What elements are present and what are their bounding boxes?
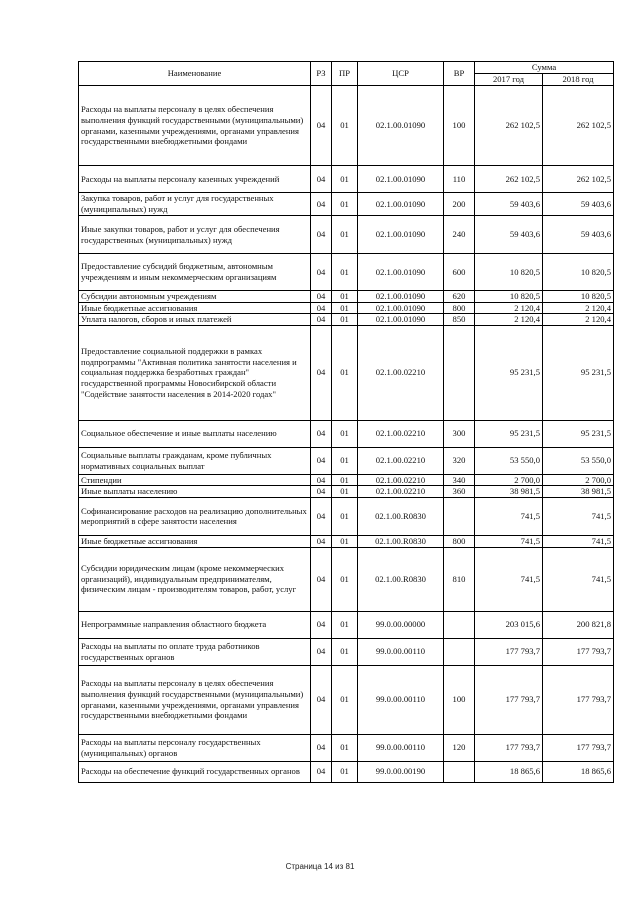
row-name: Стипендии	[79, 474, 311, 486]
row-pr: 01	[332, 291, 358, 303]
table-row	[79, 314, 614, 326]
row-csr: 02.1.00.02210	[358, 474, 444, 486]
row-vr	[444, 325, 475, 420]
row-sum-2017: 203 015,6	[475, 611, 543, 638]
row-csr: 02.1.00.R0830	[358, 547, 444, 611]
row-sum-2017: 10 820,5	[475, 291, 543, 303]
row-csr: 99.0.00.00000	[358, 611, 444, 638]
row-csr: 02.1.00.02210	[358, 447, 444, 474]
row-csr: 99.0.00.00190	[358, 761, 444, 782]
table-row	[79, 665, 614, 734]
row-csr: 02.1.00.01090	[358, 166, 444, 193]
table-row	[79, 291, 614, 303]
row-rz: 04	[311, 734, 332, 761]
row-sum-2018: 262 102,5	[543, 86, 614, 166]
row-sum-2018: 2 120,4	[543, 302, 614, 314]
row-sum-2018: 59 403,6	[543, 193, 614, 216]
row-pr: 01	[332, 611, 358, 638]
row-csr: 02.1.00.R0830	[358, 535, 444, 547]
budget-table	[78, 61, 614, 783]
row-sum-2018: 38 981,5	[543, 486, 614, 498]
row-name: Социальные выплаты гражданам, кроме публичных нормативных социальных выплат	[79, 447, 311, 474]
row-rz: 04	[311, 665, 332, 734]
table-row	[79, 638, 614, 665]
row-name: Расходы на выплаты персоналу государственных (муниципальных) органов	[79, 734, 311, 761]
row-csr: 02.1.00.01090	[358, 193, 444, 216]
row-sum-2017: 741,5	[475, 497, 543, 535]
row-vr	[444, 497, 475, 535]
row-pr: 01	[332, 497, 358, 535]
table-row	[79, 734, 614, 761]
row-sum-2018: 2 120,4	[543, 314, 614, 326]
row-pr: 01	[332, 447, 358, 474]
row-pr: 01	[332, 314, 358, 326]
row-sum-2018: 200 821,8	[543, 611, 614, 638]
row-sum-2017: 59 403,6	[475, 193, 543, 216]
row-sum-2017: 59 403,6	[475, 216, 543, 254]
row-name: Социальное обеспечение и иные выплаты населению	[79, 420, 311, 447]
row-vr: 200	[444, 193, 475, 216]
row-csr: 02.1.00.01090	[358, 254, 444, 291]
table-row	[79, 535, 614, 547]
row-rz: 04	[311, 447, 332, 474]
row-pr: 01	[332, 325, 358, 420]
row-name: Расходы на выплаты по оплате труда работников государственных органов	[79, 638, 311, 665]
row-rz: 04	[311, 314, 332, 326]
row-csr: 02.1.00.02210	[358, 325, 444, 420]
row-vr	[444, 611, 475, 638]
row-csr: 02.1.00.01090	[358, 291, 444, 303]
row-name: Предоставление социальной поддержки в рамках подпрограммы "Активная политика занятости населения и социальная поддержка безработных граждан" государственной программы Новосибирской области "Содействие занятости населения в 2014-2020 годах"	[79, 325, 311, 420]
row-vr: 600	[444, 254, 475, 291]
row-sum-2018: 2 700,0	[543, 474, 614, 486]
table-row	[79, 420, 614, 447]
row-csr: 99.0.00.00110	[358, 734, 444, 761]
row-name: Расходы на обеспечение функций государственных органов	[79, 761, 311, 782]
table-row	[79, 547, 614, 611]
row-pr: 01	[332, 254, 358, 291]
header-name: Наименование	[79, 62, 311, 86]
row-rz: 04	[311, 547, 332, 611]
row-csr: 02.1.00.02210	[358, 486, 444, 498]
row-sum-2017: 741,5	[475, 547, 543, 611]
row-csr: 02.1.00.02210	[358, 420, 444, 447]
row-vr: 300	[444, 420, 475, 447]
row-csr: 99.0.00.00110	[358, 665, 444, 734]
row-name: Софинансирование расходов на реализацию дополнительных мероприятий в сфере занятости населения	[79, 497, 311, 535]
table-row	[79, 302, 614, 314]
row-vr: 240	[444, 216, 475, 254]
row-sum-2017: 177 793,7	[475, 638, 543, 665]
row-name: Иные закупки товаров, работ и услуг для обеспечения государственных (муниципальных) нужд	[79, 216, 311, 254]
row-sum-2018: 53 550,0	[543, 447, 614, 474]
row-vr: 800	[444, 302, 475, 314]
table-row	[79, 86, 614, 166]
row-sum-2017: 2 120,4	[475, 314, 543, 326]
row-sum-2017: 177 793,7	[475, 734, 543, 761]
row-name: Иные бюджетные ассигнования	[79, 302, 311, 314]
table-row	[79, 497, 614, 535]
row-sum-2017: 177 793,7	[475, 665, 543, 734]
row-rz: 04	[311, 302, 332, 314]
row-vr	[444, 638, 475, 665]
row-sum-2018: 741,5	[543, 547, 614, 611]
row-csr: 02.1.00.R0830	[358, 497, 444, 535]
row-rz: 04	[311, 420, 332, 447]
row-pr: 01	[332, 216, 358, 254]
row-pr: 01	[332, 166, 358, 193]
row-sum-2018: 95 231,5	[543, 325, 614, 420]
row-pr: 01	[332, 638, 358, 665]
row-pr: 01	[332, 665, 358, 734]
header-2017: 2017 год	[475, 74, 543, 86]
row-vr: 800	[444, 535, 475, 547]
table-row	[79, 486, 614, 498]
row-sum-2018: 741,5	[543, 497, 614, 535]
row-name: Расходы на выплаты персоналу казенных учреждений	[79, 166, 311, 193]
row-vr: 340	[444, 474, 475, 486]
header-vr: ВР	[444, 62, 475, 86]
row-pr: 01	[332, 486, 358, 498]
row-rz: 04	[311, 193, 332, 216]
row-rz: 04	[311, 291, 332, 303]
row-csr: 02.1.00.01090	[358, 86, 444, 166]
row-rz: 04	[311, 638, 332, 665]
row-vr: 810	[444, 547, 475, 611]
row-name: Субсидии автономным учреждениям	[79, 291, 311, 303]
row-vr: 620	[444, 291, 475, 303]
row-name: Расходы на выплаты персоналу в целях обеспечения выполнения функций государственными (муниципальными) органами, казенными учреждениями, органами управления государственными внебюджетными фондами	[79, 86, 311, 166]
row-rz: 04	[311, 486, 332, 498]
row-csr: 02.1.00.01090	[358, 302, 444, 314]
table-row	[79, 216, 614, 254]
row-name: Расходы на выплаты персоналу в целях обеспечения выполнения функций государственными (муниципальными) органами, казенными учреждениями, органами управления государственными внебюджетными фондами	[79, 665, 311, 734]
row-sum-2018: 177 793,7	[543, 638, 614, 665]
row-pr: 01	[332, 734, 358, 761]
row-name: Предоставление субсидий бюджетным, автономным учреждениям и иным некоммерческим организациям	[79, 254, 311, 291]
row-sum-2017: 262 102,5	[475, 166, 543, 193]
row-rz: 04	[311, 474, 332, 486]
row-vr: 100	[444, 665, 475, 734]
table-row	[79, 447, 614, 474]
header-rz: РЗ	[311, 62, 332, 86]
row-sum-2018: 59 403,6	[543, 216, 614, 254]
table-row	[79, 193, 614, 216]
row-sum-2018: 10 820,5	[543, 291, 614, 303]
row-rz: 04	[311, 497, 332, 535]
row-sum-2018: 18 865,6	[543, 761, 614, 782]
row-name: Иные выплаты населению	[79, 486, 311, 498]
row-rz: 04	[311, 535, 332, 547]
table-row	[79, 254, 614, 291]
row-sum-2017: 18 865,6	[475, 761, 543, 782]
table-row	[79, 325, 614, 420]
row-sum-2018: 95 231,5	[543, 420, 614, 447]
row-rz: 04	[311, 216, 332, 254]
row-vr: 110	[444, 166, 475, 193]
row-pr: 01	[332, 193, 358, 216]
row-sum-2017: 262 102,5	[475, 86, 543, 166]
row-rz: 04	[311, 761, 332, 782]
row-sum-2018: 177 793,7	[543, 665, 614, 734]
row-name: Субсидии юридическим лицам (кроме некоммерческих организаций), индивидуальным предпринимателям, физическим лицам - производителям товаров, работ, услуг	[79, 547, 311, 611]
row-sum-2017: 53 550,0	[475, 447, 543, 474]
row-name: Закупка товаров, работ и услуг для государственных (муниципальных) нужд	[79, 193, 311, 216]
row-sum-2017: 95 231,5	[475, 325, 543, 420]
row-csr: 02.1.00.01090	[358, 314, 444, 326]
row-pr: 01	[332, 474, 358, 486]
row-pr: 01	[332, 302, 358, 314]
header-sum: Сумма	[475, 62, 614, 74]
row-sum-2018: 262 102,5	[543, 166, 614, 193]
row-csr: 02.1.00.01090	[358, 216, 444, 254]
table-row	[79, 761, 614, 782]
table-header	[79, 62, 614, 86]
row-sum-2018: 177 793,7	[543, 734, 614, 761]
row-vr	[444, 761, 475, 782]
row-pr: 01	[332, 761, 358, 782]
row-vr: 360	[444, 486, 475, 498]
row-name: Непрограммные направления областного бюджета	[79, 611, 311, 638]
row-rz: 04	[311, 166, 332, 193]
table-row	[79, 166, 614, 193]
row-rz: 04	[311, 611, 332, 638]
row-vr: 320	[444, 447, 475, 474]
row-pr: 01	[332, 86, 358, 166]
row-sum-2017: 38 981,5	[475, 486, 543, 498]
row-pr: 01	[332, 535, 358, 547]
row-pr: 01	[332, 420, 358, 447]
table-row	[79, 611, 614, 638]
row-csr: 99.0.00.00110	[358, 638, 444, 665]
table-body	[79, 86, 614, 783]
row-vr: 120	[444, 734, 475, 761]
row-name: Уплата налогов, сборов и иных платежей	[79, 314, 311, 326]
row-rz: 04	[311, 254, 332, 291]
row-vr: 850	[444, 314, 475, 326]
row-vr: 100	[444, 86, 475, 166]
page-number: Страница 14 из 81	[285, 862, 355, 871]
row-name: Иные бюджетные ассигнования	[79, 535, 311, 547]
header-csr: ЦСР	[358, 62, 444, 86]
row-sum-2017: 95 231,5	[475, 420, 543, 447]
table-row	[79, 474, 614, 486]
row-sum-2017: 741,5	[475, 535, 543, 547]
row-sum-2017: 2 120,4	[475, 302, 543, 314]
row-rz: 04	[311, 325, 332, 420]
header-2018: 2018 год	[543, 74, 614, 86]
row-pr: 01	[332, 547, 358, 611]
row-sum-2017: 2 700,0	[475, 474, 543, 486]
row-sum-2018: 741,5	[543, 535, 614, 547]
row-sum-2018: 10 820,5	[543, 254, 614, 291]
header-pr: ПР	[332, 62, 358, 86]
row-rz: 04	[311, 86, 332, 166]
row-sum-2017: 10 820,5	[475, 254, 543, 291]
